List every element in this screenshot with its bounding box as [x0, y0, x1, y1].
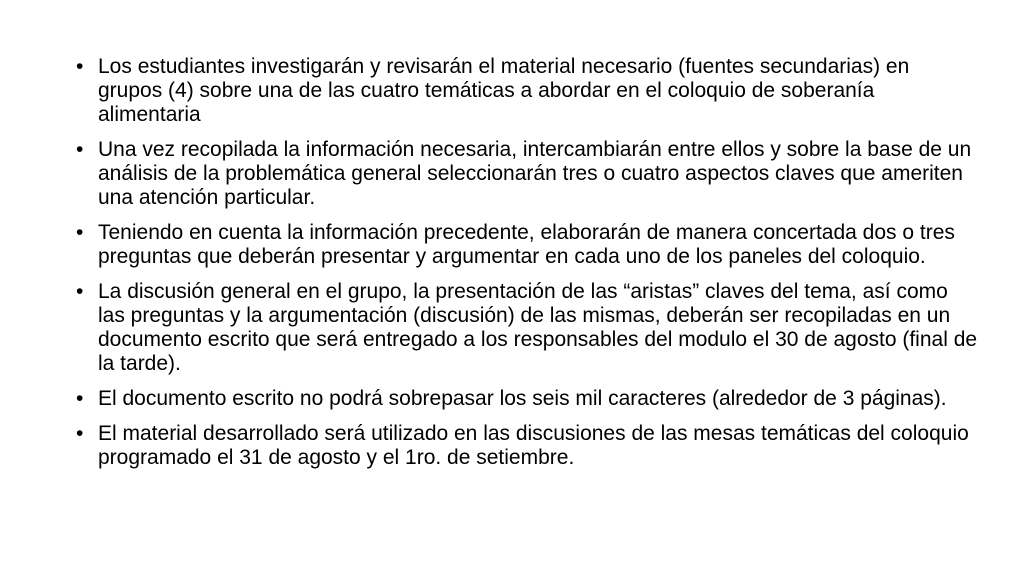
bullet-point-icon: •	[76, 387, 84, 410]
bullet-point-icon: •	[76, 55, 84, 78]
bullet-point-icon: •	[76, 221, 84, 244]
bullet-item	[74, 221, 979, 269]
bullet-item	[74, 280, 979, 376]
bullet-point-icon: •	[76, 138, 84, 161]
bullet-text: El documento escrito no podrá sobrepasar los seis mil caracteres (alrededor de 3 páginas).	[98, 387, 947, 410]
bullet-text: Teniendo en cuenta la información precedente, elaborarán de manera concertada dos o tres preguntas que deberán presentar y argumentar en cada uno de los paneles del coloquio.	[98, 221, 955, 268]
bullet-text: La discusión general en el grupo, la presentación de las “aristas” claves del tema, así como las preguntas y la argumentación (discusión) de las mismas, deberán ser recopiladas en un documento escrito que será entregado a los responsables del modulo el 30 de agosto (final de la tarde).	[98, 280, 978, 375]
bullet-item	[74, 138, 979, 210]
bullet-text: El material desarrollado será utilizado en las discusiones de las mesas temáticas del coloquio programado el 31 de agosto y el 1ro. de setiembre.	[98, 422, 969, 469]
bullet-text: Los estudiantes investigarán y revisarán el material necesario (fuentes secundarias) en grupos (4) sobre una de las cuatro temáticas a abordar en el coloquio de soberanía alimentaria	[98, 55, 910, 126]
bullet-point-icon: •	[76, 280, 84, 303]
bullet-item	[74, 387, 979, 411]
bullet-item	[74, 422, 979, 470]
bullet-list	[74, 55, 979, 481]
bullet-point-icon: •	[76, 422, 84, 445]
bullet-item	[74, 55, 979, 127]
bullet-text: Una vez recopilada la información necesaria, intercambiarán entre ellos y sobre la base de un análisis de la problemática general seleccionarán tres o cuatro aspectos claves que ameriten una atención particular.	[98, 138, 972, 209]
